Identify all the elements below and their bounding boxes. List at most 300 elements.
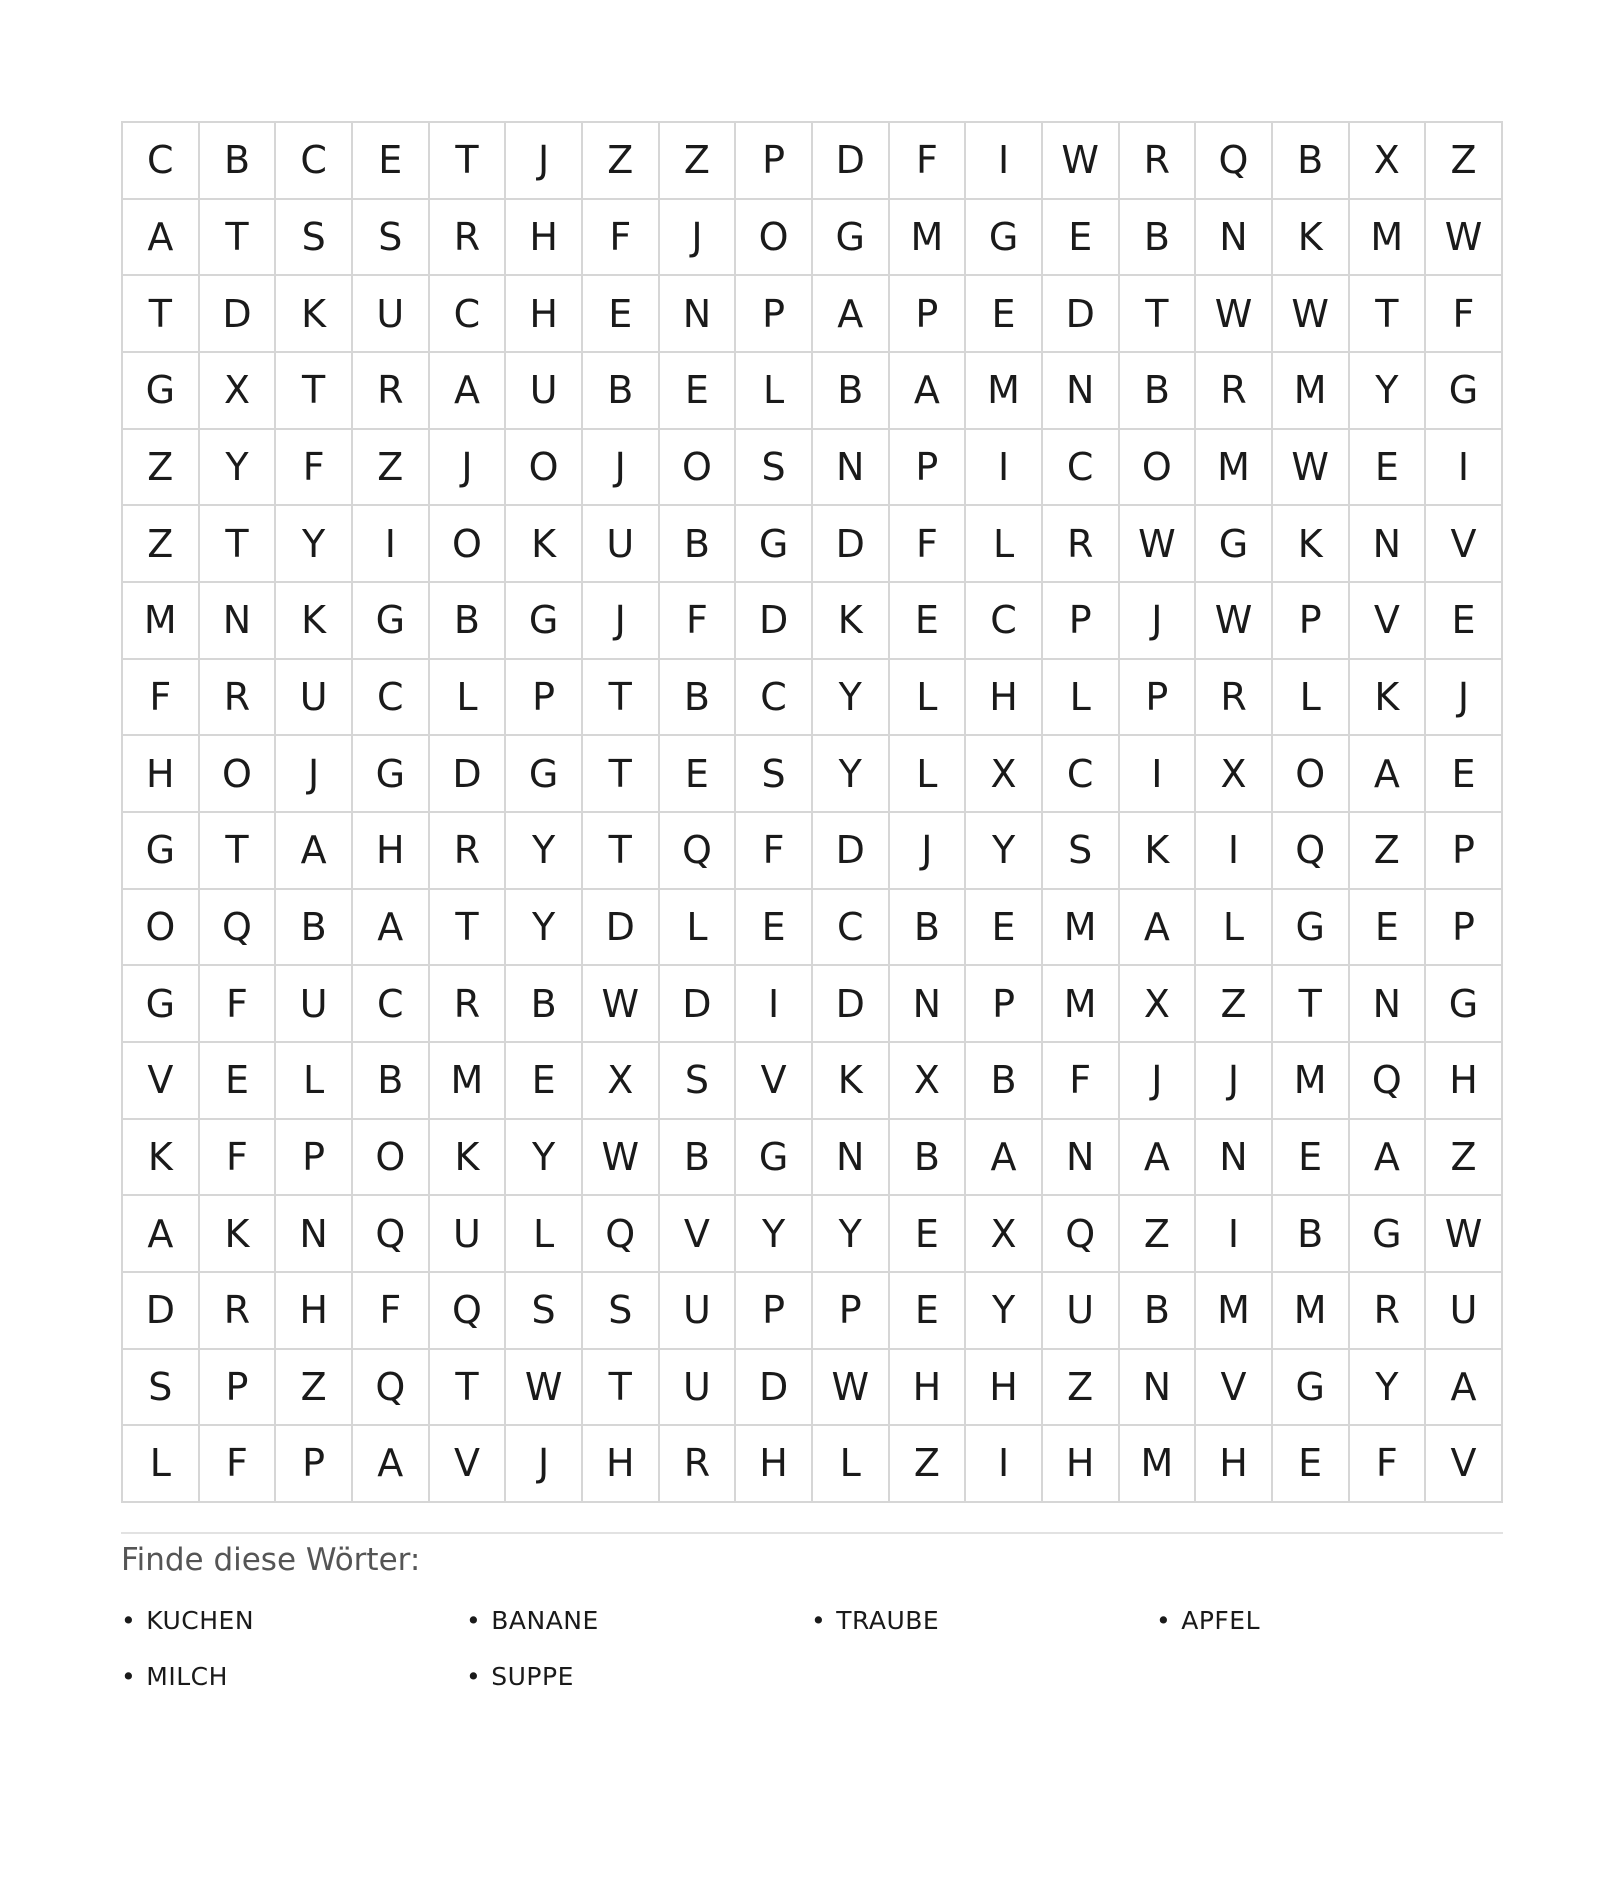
grid-cell[interactable]: A — [1120, 890, 1197, 967]
grid-cell[interactable]: A — [123, 1196, 200, 1273]
grid-cell[interactable]: R — [1120, 123, 1197, 200]
grid-cell[interactable]: Q — [1043, 1196, 1120, 1273]
grid-cell[interactable]: Y — [506, 1120, 583, 1197]
grid-cell[interactable]: J — [1120, 1043, 1197, 1120]
grid-cell[interactable]: E — [890, 1196, 967, 1273]
grid-cell[interactable]: P — [1273, 583, 1350, 660]
grid-cell[interactable]: T — [430, 1350, 507, 1427]
grid-cell[interactable]: X — [1350, 123, 1427, 200]
grid-cell[interactable]: D — [813, 506, 890, 583]
grid-cell[interactable]: W — [583, 1120, 660, 1197]
grid-cell[interactable]: O — [1120, 430, 1197, 507]
grid-cell[interactable]: F — [1043, 1043, 1120, 1120]
grid-cell[interactable]: S — [1043, 813, 1120, 890]
grid-cell[interactable]: T — [583, 1350, 660, 1427]
grid-cell[interactable]: G — [123, 813, 200, 890]
grid-cell[interactable]: X — [1120, 966, 1197, 1043]
grid-cell[interactable]: R — [200, 660, 277, 737]
grid-cell[interactable]: C — [1043, 736, 1120, 813]
grid-cell[interactable]: L — [890, 736, 967, 813]
grid-cell[interactable]: Y — [506, 813, 583, 890]
grid-cell[interactable]: U — [583, 506, 660, 583]
grid-cell[interactable]: P — [736, 276, 813, 353]
grid-cell[interactable]: T — [123, 276, 200, 353]
grid-cell[interactable]: H — [276, 1273, 353, 1350]
grid-cell[interactable]: T — [583, 813, 660, 890]
grid-cell[interactable]: S — [583, 1273, 660, 1350]
grid-cell[interactable]: L — [966, 506, 1043, 583]
grid-cell[interactable]: D — [1043, 276, 1120, 353]
grid-cell[interactable]: Z — [1120, 1196, 1197, 1273]
grid-cell[interactable]: Q — [353, 1196, 430, 1273]
grid-cell[interactable]: G — [123, 966, 200, 1043]
grid-cell[interactable]: N — [1043, 353, 1120, 430]
grid-cell[interactable]: Y — [736, 1196, 813, 1273]
grid-cell[interactable]: Y — [813, 736, 890, 813]
grid-cell[interactable]: B — [1120, 200, 1197, 277]
grid-cell[interactable]: U — [353, 276, 430, 353]
grid-cell[interactable]: W — [1426, 200, 1503, 277]
grid-cell[interactable]: W — [1273, 430, 1350, 507]
grid-cell[interactable]: H — [123, 736, 200, 813]
grid-cell[interactable]: U — [276, 660, 353, 737]
grid-cell[interactable]: I — [736, 966, 813, 1043]
grid-cell[interactable]: R — [430, 966, 507, 1043]
grid-cell[interactable]: G — [123, 353, 200, 430]
grid-cell[interactable]: E — [660, 353, 737, 430]
grid-cell[interactable]: Q — [583, 1196, 660, 1273]
grid-cell[interactable]: F — [736, 813, 813, 890]
grid-cell[interactable]: F — [660, 583, 737, 660]
grid-cell[interactable]: L — [660, 890, 737, 967]
grid-cell[interactable]: I — [1120, 736, 1197, 813]
grid-cell[interactable]: I — [1196, 1196, 1273, 1273]
grid-cell[interactable]: T — [583, 660, 660, 737]
grid-cell[interactable]: O — [123, 890, 200, 967]
grid-cell[interactable]: K — [276, 583, 353, 660]
grid-cell[interactable]: E — [1350, 430, 1427, 507]
grid-cell[interactable]: H — [1426, 1043, 1503, 1120]
grid-cell[interactable]: B — [200, 123, 277, 200]
grid-cell[interactable]: C — [353, 660, 430, 737]
grid-cell[interactable]: S — [276, 200, 353, 277]
grid-cell[interactable]: J — [1196, 1043, 1273, 1120]
grid-cell[interactable]: D — [736, 1350, 813, 1427]
grid-cell[interactable]: L — [1043, 660, 1120, 737]
grid-cell[interactable]: K — [276, 276, 353, 353]
grid-cell[interactable]: G — [1273, 1350, 1350, 1427]
grid-cell[interactable]: N — [1120, 1350, 1197, 1427]
grid-cell[interactable]: M — [1120, 1426, 1197, 1503]
grid-cell[interactable]: M — [1273, 353, 1350, 430]
grid-cell[interactable]: E — [1273, 1120, 1350, 1197]
grid-cell[interactable]: X — [966, 1196, 1043, 1273]
grid-cell[interactable]: R — [1350, 1273, 1427, 1350]
grid-cell[interactable]: A — [353, 1426, 430, 1503]
grid-cell[interactable]: J — [506, 123, 583, 200]
grid-cell[interactable]: X — [890, 1043, 967, 1120]
grid-cell[interactable]: K — [813, 1043, 890, 1120]
grid-cell[interactable]: V — [1350, 583, 1427, 660]
grid-cell[interactable]: V — [736, 1043, 813, 1120]
grid-cell[interactable]: K — [1273, 200, 1350, 277]
grid-cell[interactable]: E — [1043, 200, 1120, 277]
grid-cell[interactable]: U — [660, 1273, 737, 1350]
grid-cell[interactable]: H — [1196, 1426, 1273, 1503]
grid-cell[interactable]: W — [1426, 1196, 1503, 1273]
grid-cell[interactable]: W — [1196, 583, 1273, 660]
grid-cell[interactable]: B — [660, 1120, 737, 1197]
grid-cell[interactable]: F — [583, 200, 660, 277]
grid-cell[interactable]: O — [200, 736, 277, 813]
grid-cell[interactable]: E — [966, 276, 1043, 353]
grid-cell[interactable]: P — [276, 1426, 353, 1503]
grid-cell[interactable]: B — [890, 1120, 967, 1197]
grid-cell[interactable]: W — [506, 1350, 583, 1427]
grid-cell[interactable]: F — [200, 966, 277, 1043]
grid-cell[interactable]: D — [736, 583, 813, 660]
grid-cell[interactable]: K — [123, 1120, 200, 1197]
grid-cell[interactable]: U — [506, 353, 583, 430]
grid-cell[interactable]: M — [1043, 890, 1120, 967]
grid-cell[interactable]: E — [1350, 890, 1427, 967]
grid-cell[interactable]: B — [660, 506, 737, 583]
grid-cell[interactable]: F — [276, 430, 353, 507]
grid-cell[interactable]: P — [1426, 813, 1503, 890]
grid-cell[interactable]: Z — [1426, 1120, 1503, 1197]
grid-cell[interactable]: F — [353, 1273, 430, 1350]
grid-cell[interactable]: K — [1120, 813, 1197, 890]
grid-cell[interactable]: E — [1426, 736, 1503, 813]
grid-cell[interactable]: T — [1350, 276, 1427, 353]
grid-cell[interactable]: H — [506, 200, 583, 277]
grid-cell[interactable]: L — [890, 660, 967, 737]
grid-cell[interactable]: P — [506, 660, 583, 737]
grid-cell[interactable]: W — [1043, 123, 1120, 200]
grid-cell[interactable]: E — [506, 1043, 583, 1120]
grid-cell[interactable]: R — [200, 1273, 277, 1350]
grid-cell[interactable]: B — [430, 583, 507, 660]
grid-cell[interactable]: N — [200, 583, 277, 660]
grid-cell[interactable]: D — [583, 890, 660, 967]
grid-cell[interactable]: H — [1043, 1426, 1120, 1503]
grid-cell[interactable]: L — [430, 660, 507, 737]
grid-cell[interactable]: B — [353, 1043, 430, 1120]
grid-cell[interactable]: O — [660, 430, 737, 507]
grid-cell[interactable]: P — [276, 1120, 353, 1197]
grid-cell[interactable]: Q — [660, 813, 737, 890]
grid-cell[interactable]: T — [1273, 966, 1350, 1043]
grid-cell[interactable]: E — [583, 276, 660, 353]
grid-cell[interactable]: G — [1273, 890, 1350, 967]
grid-cell[interactable]: Z — [583, 123, 660, 200]
grid-cell[interactable]: E — [1273, 1426, 1350, 1503]
grid-cell[interactable]: M — [966, 353, 1043, 430]
grid-cell[interactable]: A — [1426, 1350, 1503, 1427]
grid-cell[interactable]: T — [200, 200, 277, 277]
grid-cell[interactable]: Q — [430, 1273, 507, 1350]
grid-cell[interactable]: Q — [200, 890, 277, 967]
grid-cell[interactable]: E — [660, 736, 737, 813]
grid-cell[interactable]: O — [1273, 736, 1350, 813]
grid-cell[interactable]: H — [890, 1350, 967, 1427]
grid-cell[interactable]: Y — [200, 430, 277, 507]
grid-cell[interactable]: L — [1273, 660, 1350, 737]
grid-cell[interactable]: T — [276, 353, 353, 430]
grid-cell[interactable]: Y — [1350, 353, 1427, 430]
grid-cell[interactable]: V — [1426, 1426, 1503, 1503]
grid-cell[interactable]: M — [1273, 1273, 1350, 1350]
grid-cell[interactable]: A — [1120, 1120, 1197, 1197]
grid-cell[interactable]: A — [123, 200, 200, 277]
grid-cell[interactable]: K — [200, 1196, 277, 1273]
grid-cell[interactable]: P — [736, 123, 813, 200]
grid-cell[interactable]: M — [1196, 430, 1273, 507]
grid-cell[interactable]: D — [660, 966, 737, 1043]
grid-cell[interactable]: L — [813, 1426, 890, 1503]
grid-cell[interactable]: J — [583, 583, 660, 660]
grid-cell[interactable]: D — [123, 1273, 200, 1350]
grid-cell[interactable]: O — [430, 506, 507, 583]
grid-cell[interactable]: H — [966, 660, 1043, 737]
grid-cell[interactable]: B — [1273, 1196, 1350, 1273]
grid-cell[interactable]: H — [966, 1350, 1043, 1427]
grid-cell[interactable]: H — [506, 276, 583, 353]
grid-cell[interactable]: G — [736, 1120, 813, 1197]
grid-cell[interactable]: W — [1120, 506, 1197, 583]
grid-cell[interactable]: R — [430, 813, 507, 890]
grid-cell[interactable]: S — [736, 736, 813, 813]
grid-cell[interactable]: G — [353, 736, 430, 813]
grid-cell[interactable]: Z — [890, 1426, 967, 1503]
grid-cell[interactable]: G — [1196, 506, 1273, 583]
grid-cell[interactable]: K — [1350, 660, 1427, 737]
grid-cell[interactable]: A — [890, 353, 967, 430]
grid-cell[interactable]: Y — [813, 1196, 890, 1273]
grid-cell[interactable]: K — [430, 1120, 507, 1197]
grid-cell[interactable]: A — [1350, 1120, 1427, 1197]
grid-cell[interactable]: X — [583, 1043, 660, 1120]
grid-cell[interactable]: R — [1196, 353, 1273, 430]
grid-cell[interactable]: E — [966, 890, 1043, 967]
grid-cell[interactable]: I — [966, 1426, 1043, 1503]
grid-cell[interactable]: M — [890, 200, 967, 277]
grid-cell[interactable]: M — [1196, 1273, 1273, 1350]
grid-cell[interactable]: N — [813, 430, 890, 507]
grid-cell[interactable]: S — [660, 1043, 737, 1120]
grid-cell[interactable]: W — [1196, 276, 1273, 353]
grid-cell[interactable]: D — [430, 736, 507, 813]
grid-cell[interactable]: J — [1426, 660, 1503, 737]
grid-cell[interactable]: H — [736, 1426, 813, 1503]
grid-cell[interactable]: Q — [1196, 123, 1273, 200]
grid-cell[interactable]: V — [430, 1426, 507, 1503]
grid-cell[interactable]: B — [276, 890, 353, 967]
grid-cell[interactable]: G — [1426, 353, 1503, 430]
grid-cell[interactable]: A — [1350, 736, 1427, 813]
grid-cell[interactable]: Q — [353, 1350, 430, 1427]
grid-cell[interactable]: G — [506, 583, 583, 660]
grid-cell[interactable]: U — [660, 1350, 737, 1427]
grid-cell[interactable]: C — [123, 123, 200, 200]
grid-cell[interactable]: E — [353, 123, 430, 200]
grid-cell[interactable]: F — [123, 660, 200, 737]
grid-cell[interactable]: E — [890, 583, 967, 660]
grid-cell[interactable]: F — [1350, 1426, 1427, 1503]
grid-cell[interactable]: B — [1120, 353, 1197, 430]
grid-cell[interactable]: J — [276, 736, 353, 813]
grid-cell[interactable]: R — [430, 200, 507, 277]
grid-cell[interactable]: B — [813, 353, 890, 430]
grid-cell[interactable]: P — [736, 1273, 813, 1350]
grid-cell[interactable]: V — [1426, 506, 1503, 583]
grid-cell[interactable]: A — [966, 1120, 1043, 1197]
grid-cell[interactable]: P — [966, 966, 1043, 1043]
grid-cell[interactable]: E — [200, 1043, 277, 1120]
grid-cell[interactable]: D — [813, 966, 890, 1043]
grid-cell[interactable]: F — [200, 1426, 277, 1503]
grid-cell[interactable]: N — [1350, 966, 1427, 1043]
grid-cell[interactable]: Z — [276, 1350, 353, 1427]
grid-cell[interactable]: V — [123, 1043, 200, 1120]
grid-cell[interactable]: F — [200, 1120, 277, 1197]
grid-cell[interactable]: I — [966, 430, 1043, 507]
grid-cell[interactable]: D — [813, 813, 890, 890]
grid-cell[interactable]: Y — [813, 660, 890, 737]
grid-cell[interactable]: W — [813, 1350, 890, 1427]
grid-cell[interactable]: Z — [123, 430, 200, 507]
grid-cell[interactable]: X — [966, 736, 1043, 813]
grid-cell[interactable]: Q — [1350, 1043, 1427, 1120]
grid-cell[interactable]: J — [660, 200, 737, 277]
grid-cell[interactable]: G — [736, 506, 813, 583]
grid-cell[interactable]: S — [353, 200, 430, 277]
grid-cell[interactable]: T — [583, 736, 660, 813]
grid-cell[interactable]: O — [506, 430, 583, 507]
grid-cell[interactable]: Y — [966, 1273, 1043, 1350]
grid-cell[interactable]: C — [430, 276, 507, 353]
grid-cell[interactable]: G — [506, 736, 583, 813]
grid-cell[interactable]: P — [200, 1350, 277, 1427]
grid-cell[interactable]: S — [123, 1350, 200, 1427]
grid-cell[interactable]: V — [1196, 1350, 1273, 1427]
grid-cell[interactable]: E — [1426, 583, 1503, 660]
grid-cell[interactable]: A — [430, 353, 507, 430]
grid-cell[interactable]: C — [1043, 430, 1120, 507]
grid-cell[interactable]: B — [583, 353, 660, 430]
grid-cell[interactable]: N — [276, 1196, 353, 1273]
grid-cell[interactable]: J — [890, 813, 967, 890]
grid-cell[interactable]: G — [966, 200, 1043, 277]
grid-cell[interactable]: X — [200, 353, 277, 430]
grid-cell[interactable]: W — [1273, 276, 1350, 353]
grid-cell[interactable]: N — [1043, 1120, 1120, 1197]
grid-cell[interactable]: G — [1426, 966, 1503, 1043]
grid-cell[interactable]: F — [890, 506, 967, 583]
grid-cell[interactable]: U — [1426, 1273, 1503, 1350]
grid-cell[interactable]: K — [813, 583, 890, 660]
grid-cell[interactable]: I — [966, 123, 1043, 200]
grid-cell[interactable]: W — [583, 966, 660, 1043]
grid-cell[interactable]: T — [200, 506, 277, 583]
grid-cell[interactable]: G — [813, 200, 890, 277]
grid-cell[interactable]: R — [1043, 506, 1120, 583]
grid-cell[interactable]: U — [1043, 1273, 1120, 1350]
grid-cell[interactable]: M — [1043, 966, 1120, 1043]
grid-cell[interactable]: J — [430, 430, 507, 507]
grid-cell[interactable]: F — [1426, 276, 1503, 353]
grid-cell[interactable]: D — [813, 123, 890, 200]
grid-cell[interactable]: G — [1350, 1196, 1427, 1273]
grid-cell[interactable]: I — [1426, 430, 1503, 507]
grid-cell[interactable]: B — [1273, 123, 1350, 200]
grid-cell[interactable]: F — [890, 123, 967, 200]
grid-cell[interactable]: P — [1426, 890, 1503, 967]
grid-cell[interactable]: D — [200, 276, 277, 353]
grid-cell[interactable]: J — [1120, 583, 1197, 660]
grid-cell[interactable]: M — [1273, 1043, 1350, 1120]
grid-cell[interactable]: L — [506, 1196, 583, 1273]
grid-cell[interactable]: Y — [276, 506, 353, 583]
grid-cell[interactable]: C — [813, 890, 890, 967]
grid-cell[interactable]: C — [966, 583, 1043, 660]
grid-cell[interactable]: Q — [1273, 813, 1350, 890]
grid-cell[interactable]: L — [123, 1426, 200, 1503]
grid-cell[interactable]: Z — [660, 123, 737, 200]
grid-cell[interactable]: R — [660, 1426, 737, 1503]
grid-cell[interactable]: L — [1196, 890, 1273, 967]
grid-cell[interactable]: C — [353, 966, 430, 1043]
grid-cell[interactable]: L — [736, 353, 813, 430]
grid-cell[interactable]: C — [276, 123, 353, 200]
grid-cell[interactable]: Y — [1350, 1350, 1427, 1427]
grid-cell[interactable]: P — [890, 276, 967, 353]
grid-cell[interactable]: B — [660, 660, 737, 737]
grid-cell[interactable]: I — [353, 506, 430, 583]
grid-cell[interactable]: T — [200, 813, 277, 890]
grid-cell[interactable]: S — [506, 1273, 583, 1350]
grid-cell[interactable]: E — [890, 1273, 967, 1350]
grid-cell[interactable]: M — [430, 1043, 507, 1120]
grid-cell[interactable]: P — [890, 430, 967, 507]
grid-cell[interactable]: K — [1273, 506, 1350, 583]
grid-cell[interactable]: O — [736, 200, 813, 277]
grid-cell[interactable]: S — [736, 430, 813, 507]
grid-cell[interactable]: Z — [1196, 966, 1273, 1043]
grid-cell[interactable]: R — [1196, 660, 1273, 737]
grid-cell[interactable]: J — [583, 430, 660, 507]
grid-cell[interactable]: Z — [1350, 813, 1427, 890]
grid-cell[interactable]: N — [1350, 506, 1427, 583]
grid-cell[interactable]: I — [1196, 813, 1273, 890]
grid-cell[interactable]: A — [276, 813, 353, 890]
grid-cell[interactable]: N — [660, 276, 737, 353]
grid-cell[interactable]: V — [660, 1196, 737, 1273]
grid-cell[interactable]: B — [890, 890, 967, 967]
grid-cell[interactable]: H — [583, 1426, 660, 1503]
grid-cell[interactable]: A — [353, 890, 430, 967]
grid-cell[interactable]: M — [1350, 200, 1427, 277]
grid-cell[interactable]: X — [1196, 736, 1273, 813]
grid-cell[interactable]: Z — [353, 430, 430, 507]
grid-cell[interactable]: N — [1196, 1120, 1273, 1197]
grid-cell[interactable]: Z — [123, 506, 200, 583]
grid-cell[interactable]: T — [430, 123, 507, 200]
grid-cell[interactable]: Y — [506, 890, 583, 967]
grid-cell[interactable]: A — [813, 276, 890, 353]
grid-cell[interactable]: Y — [966, 813, 1043, 890]
grid-cell[interactable]: N — [813, 1120, 890, 1197]
